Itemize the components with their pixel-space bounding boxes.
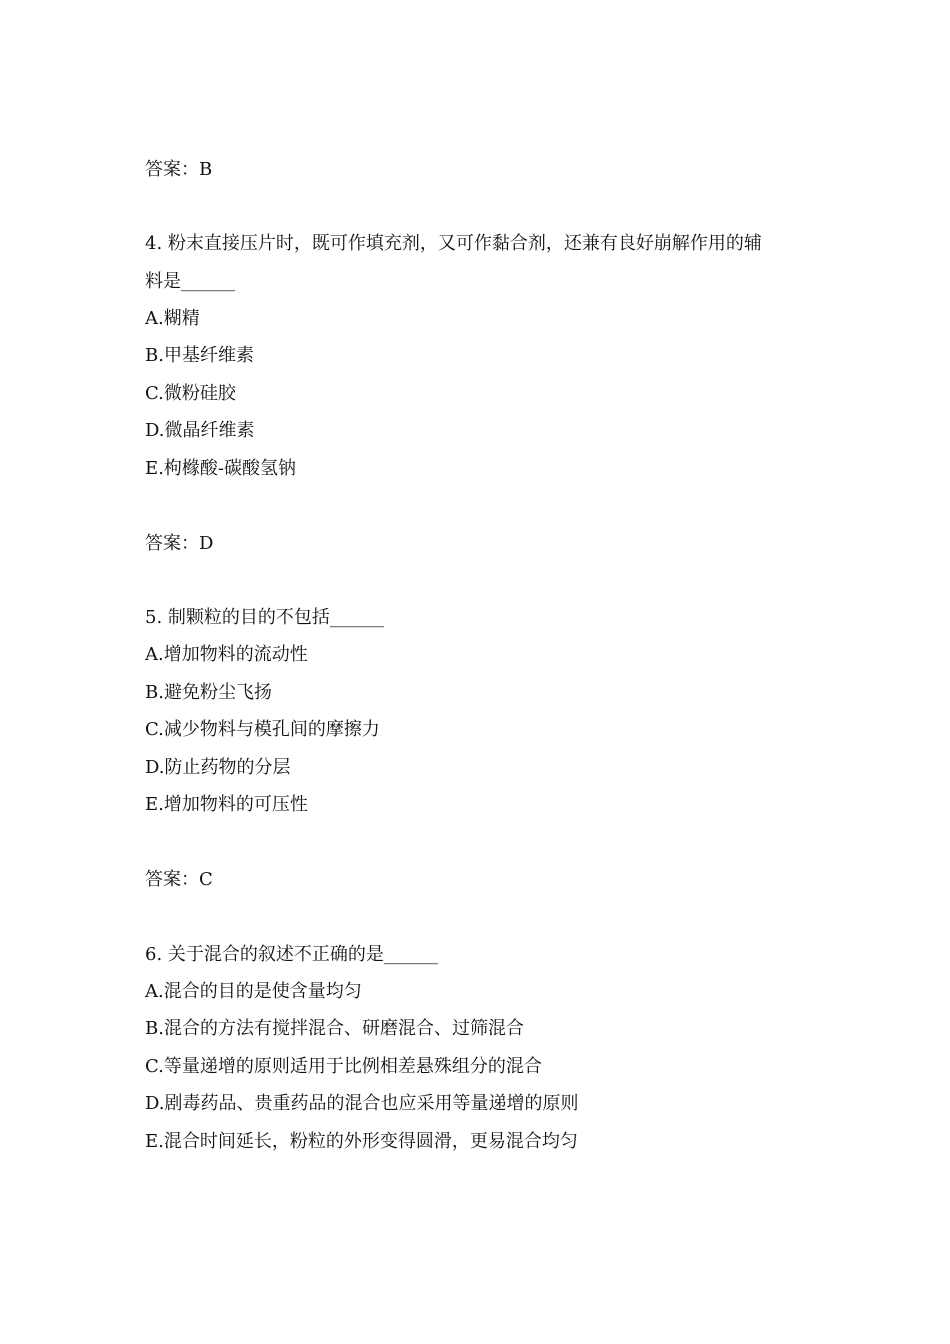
answer-q3: 答案：B [145,159,213,180]
question-4-option-d: D.微晶纤维素 [145,420,255,441]
answer-q5: 答案：C [145,869,213,890]
question-5-option-c: C.减少物料与模孔间的摩擦力 [145,719,380,740]
question-6-option-e: E.混合时间延长，粉粒的外形变得圆滑，更易混合均匀 [145,1131,578,1152]
question-6-option-b: B.混合的方法有搅拌混合、研磨混合、过筛混合 [145,1018,524,1039]
question-5-option-d: D.防止药物的分层 [145,757,291,778]
question-4-option-c: C.微粉硅胶 [145,383,236,404]
question-6-stem-line-1: 6. 关于混合的叙述不正确的是______ [145,944,438,965]
question-6-option-a: A.混合的目的是使含量均匀 [145,981,362,1002]
question-6-option-c: C.等量递增的原则适用于比例相差悬殊组分的混合 [145,1056,542,1077]
question-5-option-e: E.增加物料的可压性 [145,794,308,815]
question-4-option-b: B.甲基纤维素 [145,345,254,366]
question-5-option-a: A.增加物料的流动性 [145,644,308,665]
question-4-stem-line-1: 4. 粉末直接压片时，既可作填充剂，又可作黏合剂，还兼有良好崩解作用的辅 [145,233,762,254]
question-4-option-e: E.枸橼酸-碳酸氢钠 [145,458,296,479]
question-5-stem-line-1: 5. 制颗粒的目的不包括______ [145,607,384,628]
answer-q4: 答案：D [145,533,214,554]
question-4-stem-line-2: 料是______ [145,271,235,292]
question-5-option-b: B.避免粉尘飞扬 [145,682,272,703]
question-6-option-d: D.剧毒药品、贵重药品的混合也应采用等量递增的原则 [145,1093,579,1114]
question-4-option-a: A.糊精 [145,308,200,329]
